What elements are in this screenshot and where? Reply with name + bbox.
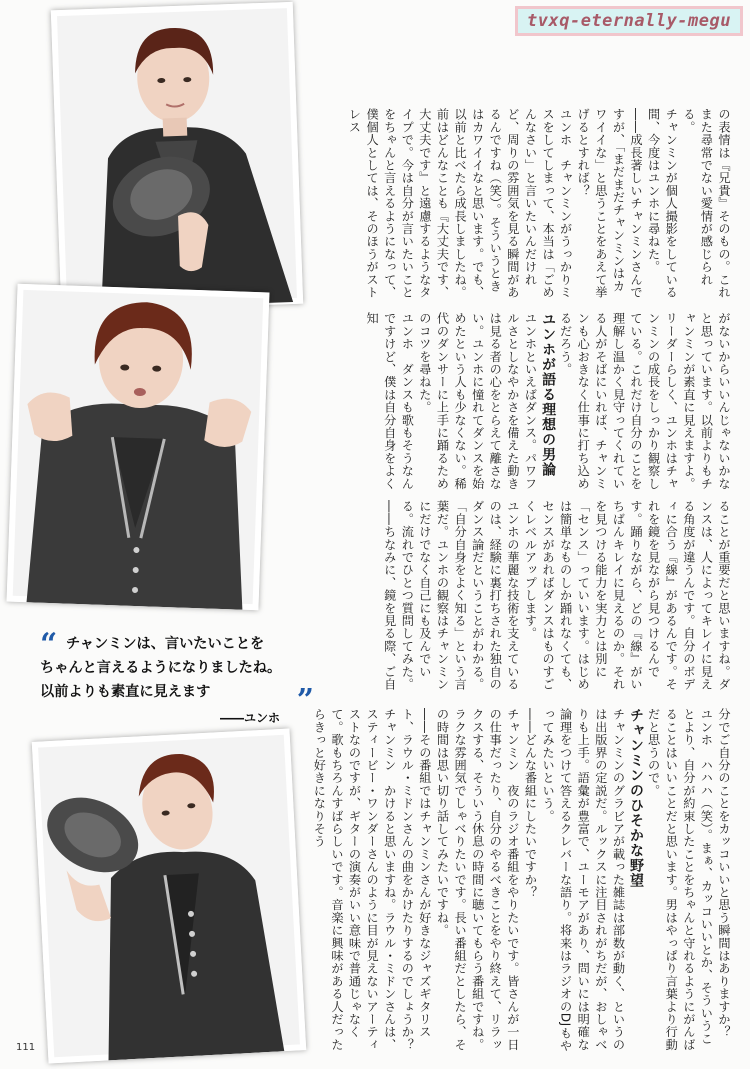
paragraph: がないからいいんじゃないかなと思っています。以前よりもチャンミンが素直に見えますよ。 [681, 312, 731, 490]
watermark: tvxq-eternally-megu [515, 6, 743, 36]
question: ――成長著しいチャンミンさんですが、「まだまだチャンミンはカワイイな」と思うことをあえて挙げるとすれば？ [576, 108, 644, 299]
photo-man-holding-collar [7, 284, 270, 611]
answer-changmin: チャンミン 夜のラジオ番組をやりたいです。皆さんが一日の仕事だったり、自分のやるべきことをやり終えて、リラックスする、そういう休息の時間に聴いてもらう番組ですね。ラクな雰囲気でしゃべりたいです。長い番組だとしたら、その時間は思い切り話してみたいですね。 [435, 708, 520, 1051]
quote-close-mark: ” [296, 683, 314, 718]
answer-yunho: ユンホ ハハハ（笑）。まぁ、カッコいいとか、そういうことより、自分が約束したことをちゃんと守れるようにがんばることはいいことだと思います。男はやっぱり言葉より行動だと思うので。 [646, 708, 714, 1051]
text-band-1 [312, 108, 732, 300]
photo-man-with-hat-top [51, 2, 303, 312]
text-band-3 [312, 500, 732, 698]
quote-line-3: 以前よりも素直に見えます [40, 684, 211, 700]
quote-open-mark: “ [40, 627, 58, 662]
photo-illustration-1 [51, 2, 303, 312]
paragraph: リーダーらしく、ユンホはチャンミンの成長をしっかり観察している。これだけ自分のことを理解し温かく見守ってくれている人がそばにいれば、チャンミンも心おきなく仕事に打ち込めるだろう。 [558, 312, 679, 490]
text-band-4 [312, 708, 732, 1053]
question: ――ちなみに、鏡を見る際、ご自 [382, 500, 397, 691]
section-heading-yunho: ユンホが語る理想の男論 [540, 312, 557, 477]
photo-illustration-2 [7, 284, 270, 611]
paragraph: チャンミンが個人撮影をしている間、今度はユンホに尋ねた。 [646, 108, 679, 299]
paragraph: 分でご自分のことをカッコいいと思う瞬間はありますか？ [717, 708, 731, 1039]
quote-attribution: ――ユンホ [219, 711, 280, 725]
photo-illustration-3 [32, 728, 306, 1063]
pull-quote [40, 627, 314, 725]
section-heading-changmin: チャンミンのひそかな野望 [628, 708, 645, 888]
page-number: 111 [16, 1042, 36, 1053]
paragraph: ユンホの華麗な技術を支えているのは、経験に裏打ちされた独自のダンス論だということがわかる。「自分自身をよく知る」という言葉だ。ユンホの観察はチャンミンにだけでなく自己にも及んでいる。流れでひとつ質問してみた。 [400, 500, 520, 691]
answer-yunho: ユンホ ダンスも歌もそうなんですけど、僕は自分自身をよく知 [365, 312, 415, 490]
paragraph: の表情は『兄貴』そのもの。これまた尋常でない愛情が感じられる。 [681, 108, 731, 299]
answer-yunho: ユンホ チャンミンがうっかりミスをしてしまって、本当は「ごめんなさい」と言いたいんだけれど、周りの雰囲気を見る瞬間があるんですね（笑）。そういうときはカワイイなと思います。でも、以前と比べたら成長しましたね。前はどんなことも『大丈夫です、大丈夫です』と遠慮するようなタイプで。今は自分が言いたいことをちゃんと言えるようになって、僕個人としては、そのほうがストレス [347, 108, 573, 299]
quote-line-1: チャンミンは、言いたいことを [66, 636, 265, 652]
paragraph: ユンホといえばダンス。パワフルさとしなやかさを備えた動きは見る者の心をとらえて離さない。ユンホに憧れてダンスを始めたという人も少なくない。稀代のダンサーに上手に踊るためのコツを尋ねた。 [417, 312, 538, 490]
paragraph: チャンミンのグラビアが載った雑誌は部数が動く、というのは出版界の定説だ。ルックスに注目されがちだが、おしゃべりも上手。語彙が豊富で、ユーモアがあり、問いには明確な論理をつけて答えるクレバーな語り。将来はラジオのDJもやってみたいという。 [541, 708, 626, 1053]
question: ――どんな番組にしたいですか？ [523, 708, 538, 899]
question: ――その番組ではチャンミンさんが好きなジャズギタリスト、ラウル・ミドンさんの曲をかけたりするのでしょうか？ [400, 708, 432, 1051]
answer-changmin: チャンミン かけると思いますね。ラウル・ミドンさんは、スティービー・ワンダーさんのように目が見えないアーティストなのですが、ギターの演奏がいい意味で普通じゃなくて。歌もちろんすばらしいです。音楽に興味がある人だったらきっと好きになりそう [312, 708, 397, 1051]
text-band-2 [312, 312, 732, 492]
paragraph: ることが重要だと思いますね。ダンスは、人によってキレイに見える角度が違うんです。自分のボディに合う『線』があるんです。それを鏡を見ながら見つけるんです。踊りながら、どの『線』がいちばんキレイに見えるのか。それを見つける能力を実力とは別に「センス」っていいます。はじめは簡単なものしか踊れなくても、センスがあればダンスはものすごくレベルアップします。 [523, 500, 731, 691]
quote-line-2: ちゃんと言えるようになりましたね。 [40, 660, 282, 676]
photo-man-with-hat-bottom [32, 728, 306, 1063]
